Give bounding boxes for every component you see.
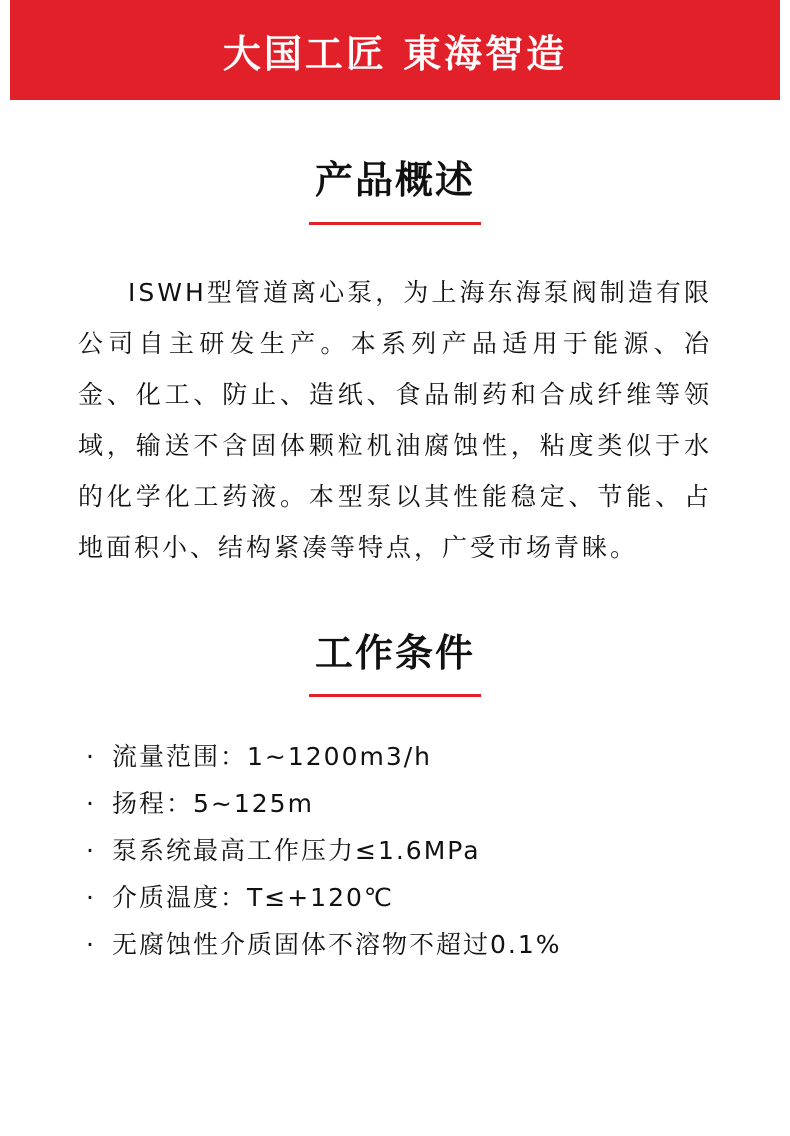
overview-title: 产品概述 [314, 158, 475, 202]
bullet-icon: · [86, 883, 96, 913]
overview-heading-group [70, 158, 720, 225]
banner-left-edge [0, 0, 10, 100]
working-conditions-section [0, 631, 790, 969]
list-item [82, 733, 720, 780]
list-item [82, 827, 720, 874]
list-item-label: 流量范围：1~1200m3/h [112, 742, 433, 772]
overview-paragraph: ISWH型管道离心泵，为上海东海泵阀制造有限公司自主研发生产。本系列产品适用于能源、冶金、化工、防止、造纸、食品制药和合成纤维等领域，输送不含固体颗粒机油腐蚀性，粘度类似于水的化学化工药液。本型泵以其性能稳定、节能、占地面积小、结构紧凑等特点，广受市场青睐。 [78, 277, 712, 562]
list-item [82, 780, 720, 827]
bullet-icon: · [86, 930, 96, 960]
list-item-label: 扬程：5~125m [112, 789, 314, 819]
banner-right-edge [780, 0, 790, 100]
header-banner [0, 0, 790, 100]
working-conditions-list [70, 733, 720, 968]
overview-section [0, 158, 790, 573]
list-item-label: 无腐蚀性介质固体不溶物不超过0.1% [112, 930, 562, 960]
bullet-icon: · [86, 836, 96, 866]
overview-title-underline [309, 222, 481, 225]
working-conditions-title-underline [309, 694, 481, 697]
list-item [82, 921, 720, 968]
banner-title: 大国工匠 東海智造 [222, 31, 568, 76]
list-item-label: 泵系统最高工作压力≤1.6MPa [112, 836, 481, 866]
list-item [82, 874, 720, 921]
bullet-icon: · [86, 789, 96, 819]
working-conditions-title: 工作条件 [314, 630, 475, 675]
bullet-icon: · [86, 742, 96, 772]
list-item-label: 介质温度：T≤+120℃ [112, 883, 394, 913]
working-conditions-heading-group [70, 631, 720, 698]
